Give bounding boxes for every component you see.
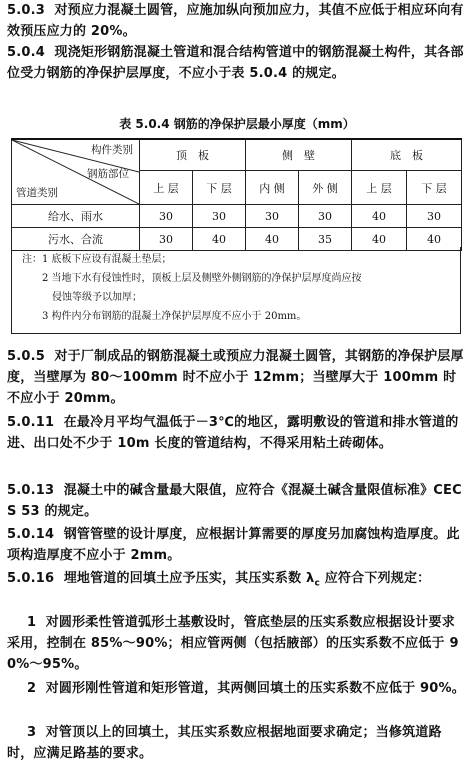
pos-top-upper: 上 层: [140, 171, 193, 205]
clause-5-0-16-head: 5.0.16 埋地管道的回填土应予压实，其压实系数 λ: [7, 571, 315, 586]
pos-wall-outer: 外 侧: [299, 171, 352, 205]
table-cell: 40: [193, 228, 246, 251]
clause-5-0-4: 5.0.4 现浇矩形钢筋混凝土管道和混合结构管道中的钢筋混凝土构件，其各部位受力钢筋的净保护层厚度，不应小于表 5.0.4 的规定。: [7, 45, 464, 81]
diag-label-rebar: 钢筋部位: [87, 168, 129, 180]
cover-thickness-table: [11, 138, 462, 251]
pos-bottom-upper: 上 层: [352, 171, 407, 205]
table-cell: 40: [246, 228, 299, 251]
table-row: [12, 205, 462, 228]
clause-5-0-5: 5.0.5 对于厂制成品的钢筋混凝土或预应力混凝土圆管，其钢筋的净保护层厚度，当壁厚为 80～100mm 时不应小于 12mm；当壁厚大于 100mm 时不应小于 20mm。: [7, 349, 464, 406]
group-top-slab: 顶 板: [140, 139, 246, 171]
table-cell: 40: [407, 228, 462, 251]
table-cell: 30: [246, 205, 299, 228]
note-3: 3 构件内分布钢筋的混凝土净保护层厚度不应小于 20mm。: [42, 311, 307, 322]
clause-5-0-16: [7, 568, 465, 595]
diagonal-header-cell: [12, 139, 140, 205]
clause-5-0-16-item-3: 3 对管顶以上的回填土，其压实系数应根据地面要求确定；当修筑道路时，应满足路基的要求。: [7, 725, 442, 761]
table-cell: 30: [140, 228, 193, 251]
table-cell: 30: [299, 205, 352, 228]
table-cell: 35: [299, 228, 352, 251]
note-1: 注：1 底板下应设有混凝土垫层；: [22, 254, 172, 265]
clause-5-0-16-item-2: 2 对圆形刚性管道和矩形管道，其两侧回填土的压实系数不应低于 90%。: [27, 681, 465, 696]
table-cell: 30: [193, 205, 246, 228]
clause-5-0-16-item-1: 1 对圆形柔性管道弧形土基敷设时，管底垫层的压实系数应根据设计要求采用，控制在 85%～90%；相应管两侧（包括腋部）的压实系数不应低于 90%～95%。: [7, 615, 459, 672]
group-side-wall: 侧 壁: [246, 139, 352, 171]
table-cell: 30: [407, 205, 462, 228]
row-label: 给水、雨水: [12, 205, 140, 228]
table-caption: 表 5.0.4 钢筋的净保护层最小厚度（mm）: [119, 117, 355, 131]
diag-label-component: 构件类别: [91, 144, 133, 156]
table-cell: 40: [352, 228, 407, 251]
pos-bottom-lower: 下 层: [407, 171, 462, 205]
row-label: 污水、合流: [12, 228, 140, 251]
table-notes: [11, 247, 461, 334]
clause-5-0-13: 5.0.13 混凝土中的碱含量最大限值，应符合《混凝土碱含量限值标准》CECS 53 的规定。: [7, 483, 462, 519]
pos-top-lower: 下 层: [193, 171, 246, 205]
lambda-subscript: c: [314, 578, 321, 589]
pos-wall-inner: 内 侧: [246, 171, 299, 205]
table-cell: 40: [352, 205, 407, 228]
note-2-cont: 侵蚀等级予以加厚；: [52, 292, 142, 303]
group-bottom-slab: 底 板: [352, 139, 462, 171]
clause-5-0-14: 5.0.14 钢管管壁的设计厚度，应根据计算需要的厚度另加腐蚀构造厚度。此项构造厚度不应小于 2mm。: [7, 527, 460, 563]
clause-5-0-3: 5.0.3 对预应力混凝土圆管，应施加纵向预加应力，其值不应低于相应环向有效预压应力的 20%。: [7, 3, 464, 39]
note-2: 2 当地下水有侵蚀性时，顶板上层及侧壁外侧钢筋的净保护层厚度尚应按: [42, 273, 362, 284]
diag-label-pipe: 管道类别: [16, 187, 58, 199]
table-cell: 30: [140, 205, 193, 228]
clause-5-0-11: 5.0.11 在最冷月平均气温低于－3℃的地区，露明敷设的管道和排水管道的进、出口处不少于 10m 长度的管道结构，不得采用粘土砖砌体。: [7, 415, 459, 451]
clause-5-0-16-tail: 应符合下列规定：: [320, 571, 431, 586]
